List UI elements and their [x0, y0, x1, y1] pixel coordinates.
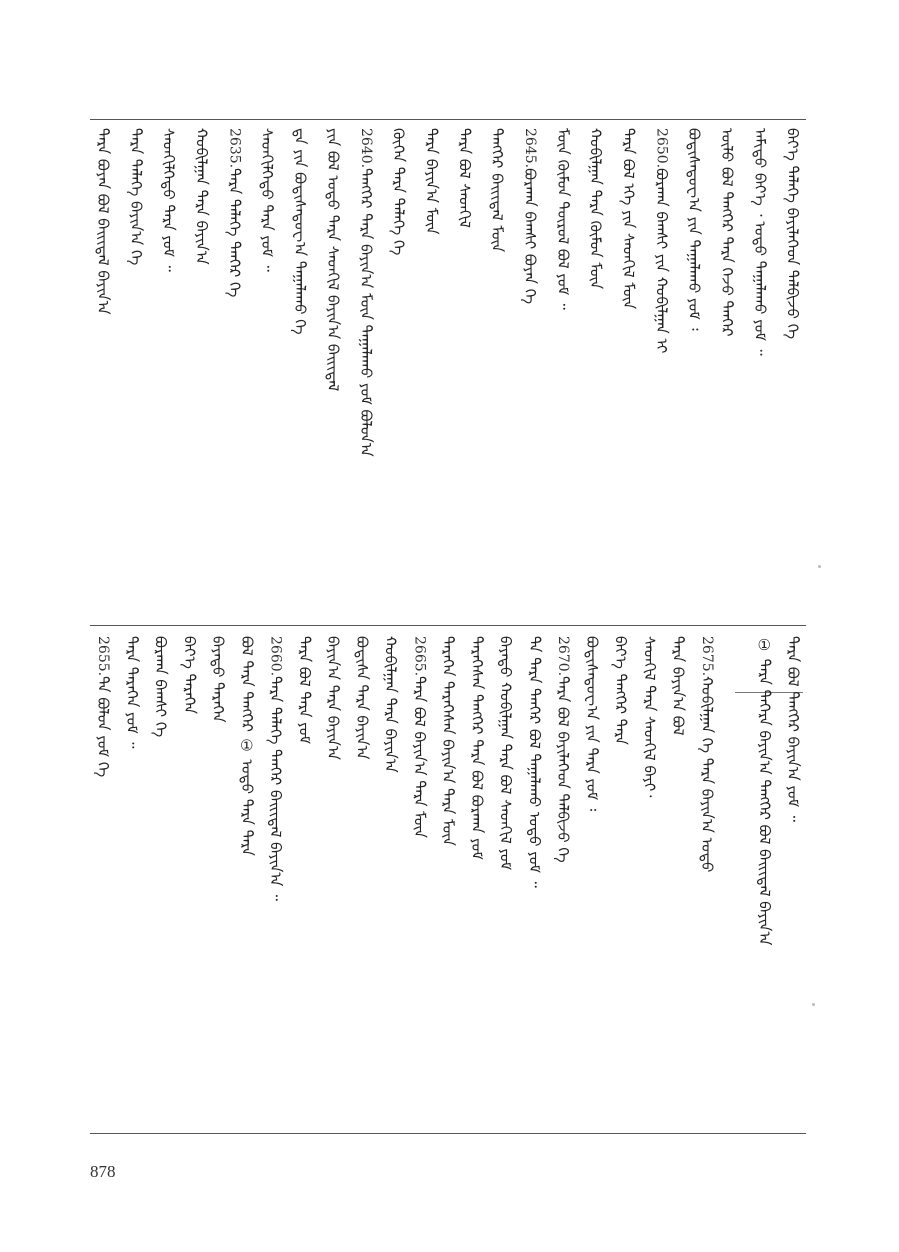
- text-column: [753, 636, 775, 1106]
- margin-speck: [818, 565, 821, 568]
- line-number: 2635.: [226, 128, 243, 169]
- bottom-rule: [90, 1133, 806, 1134]
- text-column: [495, 636, 517, 1106]
- line-number: 2665.: [411, 636, 428, 677]
- verse-line: ᠪᠣᠳᠢᠰᠠᠳᠣᠸ᠎ᠠ ᠶᠢᠨ ᠲᠡᠷᠡ ᠶᠤᠮ ᠄: [582, 636, 601, 812]
- verse-line: ᠲᠡᠷᠡ ᠲᠡᠷᠡᠭᠡᠨ ᠶᠤᠮ ᠃: [122, 636, 141, 749]
- text-column: [178, 636, 200, 1106]
- text-column: [293, 636, 315, 1106]
- text-column: [581, 636, 603, 1106]
- verse-line: ᠲᠡᠷᠡ ᠲᠡᠯᠡᠭᠡ ᠲᠡᠨᠭᠡᠷ ᠬᠡ: [225, 168, 244, 298]
- text-column: [92, 636, 114, 1106]
- verse-line: ᠪᠡᠶᠡᠲᠦ ᠲᠡᠷᠡᠭᠡᠨ: [209, 636, 227, 723]
- text-column: [486, 128, 508, 608]
- text-column: [638, 636, 660, 1106]
- verse-line: ᠪᠣᠯ ᠲᠡᠷᠡ ᠲᠡᠩᠭᠡᠷ ① ᠣᠳᠤ ᠲᠡᠷᠡ ᠲᠡᠷᠡ: [237, 636, 256, 856]
- text-column: [696, 636, 718, 1106]
- text-column: [650, 128, 672, 608]
- text-column: [191, 128, 213, 608]
- middle-rule: [90, 625, 806, 626]
- line-number: 2675.: [698, 636, 715, 677]
- verse-line: ᠲᠡᠷᠡ ᠪᠣᠯ ᠲᠡᠩᠭᠡᠷ ᠪᠠᠶᠢᠨ᠎ᠠ ᠶᠤᠮ ᠃: [784, 636, 802, 822]
- verse-line: ᠪᠠᠶᠢᠨ᠎ᠠ ᠲᠡᠷᠡ ᠪᠠᠶᠢᠨ᠎ᠠ: [324, 636, 342, 760]
- line-number: 2640.: [357, 128, 374, 169]
- text-column: [782, 128, 804, 608]
- verse-line: ᠬᠤᠪᠢᠯᠭᠠᠨ ᠲᠡᠷᠡ ᠪᠠᠶᠢᠨ᠎ᠠ: [381, 636, 400, 773]
- verse-line: ᠪᠡᠶ᠎ᠡ ᠲᠡᠩᠭᠡᠷ ᠲᠡᠷᠡ: [611, 636, 630, 745]
- bottom-text-block: [92, 636, 804, 1106]
- text-column: [121, 636, 143, 1106]
- text-column: [749, 128, 771, 608]
- text-column: [207, 636, 229, 1106]
- verse-line: ᠬᠤᠪᠢᠯᠭᠠᠨ ᠲᠡᠷᠡ ᠬᠦᠮᠦᠨ ᠮᠥᠨ: [586, 128, 605, 290]
- verse-line: ᠮᠥᠨ ᠬᠦᠮᠦᠨ ᠲᠥᠷᠥᠯ ᠪᠣᠯ ᠶᠤᠮ ᠃: [553, 128, 572, 310]
- verse-line: ᠲᠡᠷᠡ ᠲᠡᠯᠡᠭᠡ ᠪᠠᠶᠢᠨ᠎ᠠ ᠬᠡ: [126, 128, 145, 266]
- text-column: [380, 636, 402, 1106]
- text-column: [322, 636, 344, 1106]
- text-column: [158, 128, 180, 608]
- verse-line: ᠲᠡᠩᠭᠡᠷ ᠲᠡᠷᠡ ᠪᠠᠶᠢᠨ᠎ᠠ ᠮᠥᠨ ᠲᠠᠭᠠᠯᠠᠬᠤ ᠶᠤᠮ ᠪᠣᠯᠤᠨ᠎ᠠ: [356, 168, 375, 457]
- text-column: [236, 636, 258, 1106]
- verse-line: ᠪᠤᠷᠬᠠᠨ ᠪᠠᠭᠰᠢ ᠬᠡ: [151, 636, 170, 738]
- text-column: [618, 128, 640, 608]
- text-column: [265, 636, 287, 1106]
- verse-line: ᠪᠣᠳᠢᠰᠠ ᠲᠡᠷᠡ ᠪᠠᠶᠢᠨ᠎ᠠ: [352, 636, 371, 760]
- verse-line: ᠰᠡᠳᠬᠢᠯᠭᠡᠲᠦ ᠲᠡᠷᠡ ᠶᠤᠮ ᠃: [258, 128, 277, 272]
- text-column: [523, 636, 545, 1106]
- verse-line: ᠲᠡᠷᠡ ᠪᠣᠯ ᠰᠡᠳᠬᠢᠯ: [455, 128, 474, 228]
- text-column: [466, 636, 488, 1106]
- text-column: [322, 128, 344, 608]
- text-column: [716, 128, 738, 608]
- top-text-block: [92, 128, 804, 608]
- text-column: [289, 128, 311, 608]
- verse-line: ᠬᠥᠭᠡᠨ ᠲᠡᠷᠡ ᠲᠡᠯᠡᠭᠡ ᠬᠡ: [389, 128, 408, 256]
- margin-speck: [812, 1003, 815, 1006]
- verse-line: ᠠᠮᠢᠳᠤ ᠪᠡᠶ᠎ᠡ ᠌᠂ ᠣᠳᠤ ᠲᠠᠭᠠᠯᠠᠬᠤ ᠶᠤᠮ ᠃: [750, 128, 769, 356]
- verse-line: ᠪᠣᠳᠢᠰᠠᠳᠣᠸ᠎ᠠ ᠶᠢᠨ ᠲᠠᠭᠠᠯᠠᠬᠤ ᠶᠤᠮ ᠄: [685, 128, 704, 331]
- top-rule: [90, 119, 806, 120]
- verse-line: ᠬᠤᠪᠢᠯᠭᠠᠨ ᠬᠡ ᠲᠡᠷᠡ ᠪᠠᠶᠢᠨ᠎ᠠ ᠣᠳᠤ: [697, 676, 716, 873]
- text-column: [683, 128, 705, 608]
- verse-line: ᠪᠤᠷᠬᠠᠨ ᠪᠠᠭᠰᠢ ᠪᠤᠶᠠᠨ ᠬᠡ: [520, 168, 539, 305]
- text-column: [552, 128, 574, 608]
- text-column: [585, 128, 607, 608]
- verse-line: ᠲᠡ ᠲᠡᠷᠡ ᠲᠡᠨᠭᠡᠷ ᠪᠣᠯ ᠲᠠᠭᠠᠯᠠᠬᠤ ᠣᠳᠤ ᠶᠤᠮ ᠃: [525, 636, 544, 888]
- verse-line: ᠲᠡᠷᠡ ᠪᠠᠶᠢᠨ᠎ᠠ ᠮᠥᠨ: [422, 128, 441, 235]
- verse-line: ᠰᠡᠳᠬᠢᠯᠭᠡᠲᠦ ᠲᠡᠷᠡ ᠶᠤᠮ ᠃: [159, 128, 178, 272]
- verse-line: ᠳᠠ ᠶᠢᠨ ᠪᠣᠳᠢᠰᠠᠳᠣᠸ᠎ᠠ ᠲᠠᠭᠠᠯᠠᠬᠤ ᠬᠡ: [291, 128, 310, 335]
- verse-line: ᠪᠡᠶ᠎ᠡ ᠲᠡᠯᠡᠭᠡ ᠪᠡᠶᠢᠯᠡᠭᠡᠳ ᠲᠠᠯᠪᠢᠵᠤ ᠬᠡ: [783, 128, 802, 340]
- verse-line: ᠦᠯᠦ ᠪᠣᠯ ᠲᠡᠩᠭᠡᠷ ᠲᠡᠷᠡ ᠭᠡᠵᠦ ᠲᠡᠨᠭᠡᠷ: [718, 128, 737, 337]
- text-column: [125, 128, 147, 608]
- verse-line: ᠲᠡᠷᠡ ᠪᠣᠯ ᠡᠬᠡ ᠶᠢᠨ ᠰᠡᠳᠬᠢᠯ ᠮᠥᠨ: [619, 128, 638, 310]
- verse-line: ᠲᠡᠷᠡ ᠲᠡᠯᠡᠭᠡ ᠲᠡᠨᠭᠡᠷ ᠪᠠᠢᠢᠳᠠᠯ ᠪᠠᠶᠢᠨ᠎ᠠ ᠃: [266, 676, 285, 901]
- verse-line: ᠪᠤᠷᠬᠠᠨ ᠪᠠᠭᠰᠢ ᠶᠢᠨ ᠬᠤᠪᠢᠯᠭᠠᠨ ᠢ: [652, 168, 671, 354]
- line-number: 2645.: [521, 128, 538, 169]
- verse-line: ᠲᠡ ᠪᠣᠯᠣᠨ ᠶᠤᠮ ᠬᠡ: [94, 676, 112, 778]
- text-column: [256, 128, 278, 608]
- verse-line: ① ᠲᠡᠷᠡ ᠲᠡᠭᠡᠷᠡ ᠪᠠᠶᠢᠨ᠎ᠠ ᠲᠡᠩᠭᠡᠷ ᠪᠣᠯ ᠪᠠᠢᠢᠳᠠᠯ ᠪᠠᠶᠢᠨ᠎ᠠ: [755, 636, 774, 946]
- text-column: [552, 636, 574, 1106]
- text-column: [610, 636, 632, 1106]
- verse-line: ᠶᠢᠨ ᠪᠣᠯ ᠣᠳᠤ ᠲᠡᠷᠡ ᠰᠡᠳᠬᠢᠯ ᠪᠠᠶᠢᠨ᠎ᠠ ᠪᠠᠢᠢᠳᠠᠯ: [323, 128, 342, 392]
- text-column: [408, 636, 430, 1106]
- verse-line: ᠲᠡᠷᠡ ᠪᠣᠯ ᠪᠠᠶᠢᠨ᠎ᠠ ᠲᠡᠷᠡ ᠮᠥᠨ: [410, 676, 429, 839]
- line-number: 2655.: [95, 636, 111, 677]
- text-column: [453, 128, 475, 608]
- text-column: [223, 128, 245, 608]
- verse-line: ᠲᠡᠷᠡ ᠪᠣᠯ ᠪᠡᠶᠢᠯᠡᠭᠡᠳ ᠲᠠᠯᠪᠢᠵᠤ ᠬᠡ: [554, 676, 572, 863]
- text-column: [437, 636, 459, 1106]
- verse-line: ᠲᠡᠷᠡ ᠪᠣᠯ ᠲᠡᠷᠡ ᠶᠤᠮ: [295, 636, 314, 745]
- verse-line: ᠪᠡᠶᠡᠲᠦ ᠬᠤᠪᠢᠯᠭᠠᠨ ᠲᠡᠷᠡ ᠪᠣᠯ ᠰᠡᠳᠬᠢᠯ ᠶᠤᠮ: [496, 636, 515, 871]
- text-column: [388, 128, 410, 608]
- line-number: 2660.: [267, 636, 284, 677]
- line-number: 2650.: [653, 128, 670, 169]
- text-column: [150, 636, 172, 1106]
- verse-line: ᠲᠡᠷᠡ ᠪᠠᠶᠢᠨ᠎ᠠ ᠪᠣᠯ: [669, 636, 687, 736]
- verse-line: ᠪᠡᠶ᠎ᠡ ᠲᠡᠷᠡᠭᠡᠨ: [180, 636, 199, 714]
- text-column: [782, 636, 804, 1106]
- verse-line: ᠲᠡᠷᠡᠭᠡᠨ ᠲᠡᠷᠡᠭᠡᠰᠡᠨ ᠪᠠᠶᠢᠨ᠎ᠠ ᠲᠡᠷᠡ ᠮᠥᠨ: [439, 636, 457, 846]
- verse-line: ᠲᠡᠷᠡ ᠪᠤᠶᠠᠨ ᠪᠣᠯ ᠪᠠᠢᠢᠳᠠᠯ ᠪᠠᠶᠢᠨ᠎ᠠ: [94, 128, 112, 315]
- verse-line: ᠲᠡᠷᠡᠭᠡᠰᠡᠨ ᠲᠡᠩᠭᠡᠷ ᠲᠡᠷᠡ ᠪᠣᠯ ᠪᠤᠷᠬᠠᠨ ᠶᠤᠮ: [467, 636, 486, 860]
- verse-line: ᠰᠡᠳᠬᠢᠯ ᠲᠡᠷᠡ ᠰᠡᠳᠬᠢᠯ ᠪᠠᠶᠢ᠂: [640, 636, 659, 798]
- text-column: [355, 128, 377, 608]
- verse-line: ᠬᠤᠪᠢᠯᠭᠠᠨ ᠲᠡᠷᠡ ᠪᠠᠶᠢᠨ᠎ᠠ: [192, 128, 211, 265]
- text-column: [725, 636, 747, 1106]
- text-column: [351, 636, 373, 1106]
- line-number: 2670.: [555, 636, 571, 677]
- text-column: [667, 636, 689, 1106]
- text-column: [519, 128, 541, 608]
- text-column: [420, 128, 442, 608]
- verse-line: ᠲᠡᠩᠭᠡᠷ ᠪᠠᠢᠢᠳᠠᠯ ᠮᠥᠨ: [488, 128, 507, 253]
- page-number: 878: [90, 1162, 116, 1181]
- text-column: [92, 128, 114, 608]
